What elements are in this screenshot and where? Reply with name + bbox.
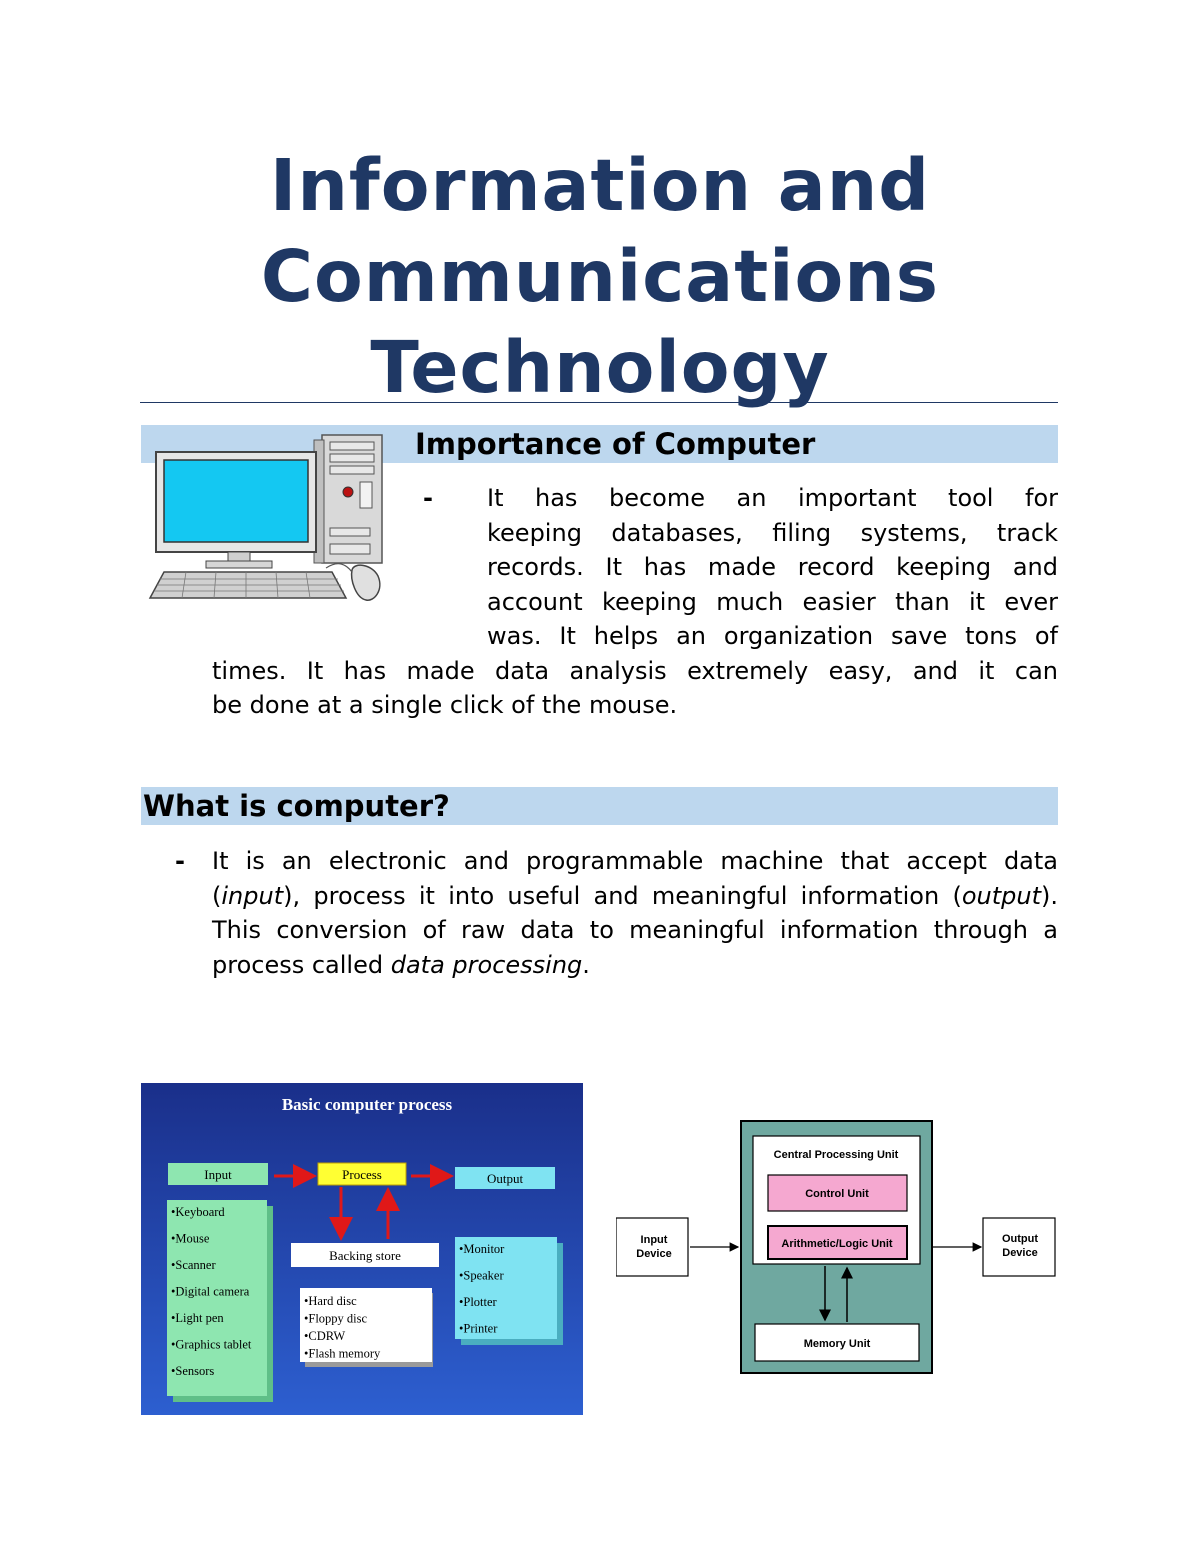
definition-text: ). This conversion of raw data to meaningful information through a process called	[212, 881, 1058, 979]
backing-store-label: Backing store	[329, 1248, 401, 1263]
title-line-3: Technology	[370, 326, 830, 409]
input-device-label-2: Device	[636, 1248, 672, 1260]
diagram-title: Basic computer process	[281, 1095, 453, 1114]
input-device-item: •Scanner	[171, 1258, 216, 1272]
what-is-computer-paragraph	[212, 844, 1058, 982]
title-divider	[140, 402, 1058, 403]
importance-line-4: account keeping much easier than it ever	[487, 587, 1058, 616]
process-box-label: Process	[342, 1167, 382, 1182]
input-box-label: Input	[204, 1167, 232, 1182]
importance-line-1: It has become an important tool for	[487, 484, 1058, 512]
cpu-block-diagram	[616, 1118, 1058, 1378]
output-device-label-1: Output	[1001, 1233, 1039, 1245]
output-device-item: •Monitor	[459, 1242, 505, 1256]
output-device-item: •Plotter	[459, 1295, 497, 1309]
term-data-processing: data processing	[390, 950, 583, 979]
input-device-box	[616, 1218, 688, 1276]
section-heading-importance: Importance of Computer	[415, 427, 816, 461]
importance-line-7: be done at a single click of the mouse.	[212, 691, 678, 719]
definition-text: .	[582, 950, 590, 979]
title-line-1: Information and	[269, 144, 931, 227]
definition-text: ), process it into useful and meaningful information (	[283, 881, 962, 910]
importance-line-5: was. It helps an organization save tons of	[487, 622, 1058, 650]
input-device-item: •Sensors	[171, 1364, 215, 1378]
term-input: input	[221, 881, 284, 910]
storage-device-item: •Flash memory	[304, 1346, 381, 1361]
output-device-item: •Speaker	[459, 1268, 504, 1283]
document-title	[140, 140, 1060, 413]
storage-device-item: •CDRW	[304, 1329, 346, 1343]
storage-device-item: •Floppy disc	[304, 1311, 368, 1326]
input-device-item: •Graphics tablet	[171, 1337, 252, 1352]
output-device-item: •Printer	[459, 1321, 498, 1336]
control-unit-label: Control Unit	[805, 1188, 869, 1200]
memory-unit-label: Memory Unit	[803, 1338, 871, 1350]
importance-line-6: times. It has made data analysis extremely easy, and it can	[212, 656, 1058, 685]
term-output: output	[961, 881, 1041, 910]
definition-text: It is an electronic and programmable machine that accept data (	[212, 847, 1058, 910]
output-device-label-2: Device	[1002, 1247, 1038, 1259]
desktop-computer-image	[146, 430, 392, 604]
input-device-item: •Digital camera	[171, 1284, 250, 1299]
input-device-item: •Light pen	[171, 1311, 224, 1325]
alu-label: Arithmetic/Logic Unit	[781, 1238, 893, 1250]
bullet-dash: -	[175, 847, 185, 875]
output-box-label: Output	[486, 1171, 524, 1186]
basic-computer-process-diagram	[141, 1083, 583, 1415]
importance-line-2: keeping databases, filing systems, track	[487, 518, 1058, 547]
input-device-item: •Keyboard	[171, 1205, 225, 1219]
cpu-label: Central Processing Unit	[773, 1149, 899, 1161]
bullet-dash: -	[423, 484, 433, 512]
input-device-label-1: Input	[640, 1234, 668, 1246]
input-device-item: •Mouse	[171, 1231, 210, 1246]
importance-line-3: records. It has made record keeping and	[487, 553, 1058, 581]
section-heading-what-is-computer: What is computer?	[143, 789, 450, 823]
title-line-2: Communications	[260, 235, 940, 318]
storage-device-item: •Hard disc	[304, 1294, 357, 1308]
